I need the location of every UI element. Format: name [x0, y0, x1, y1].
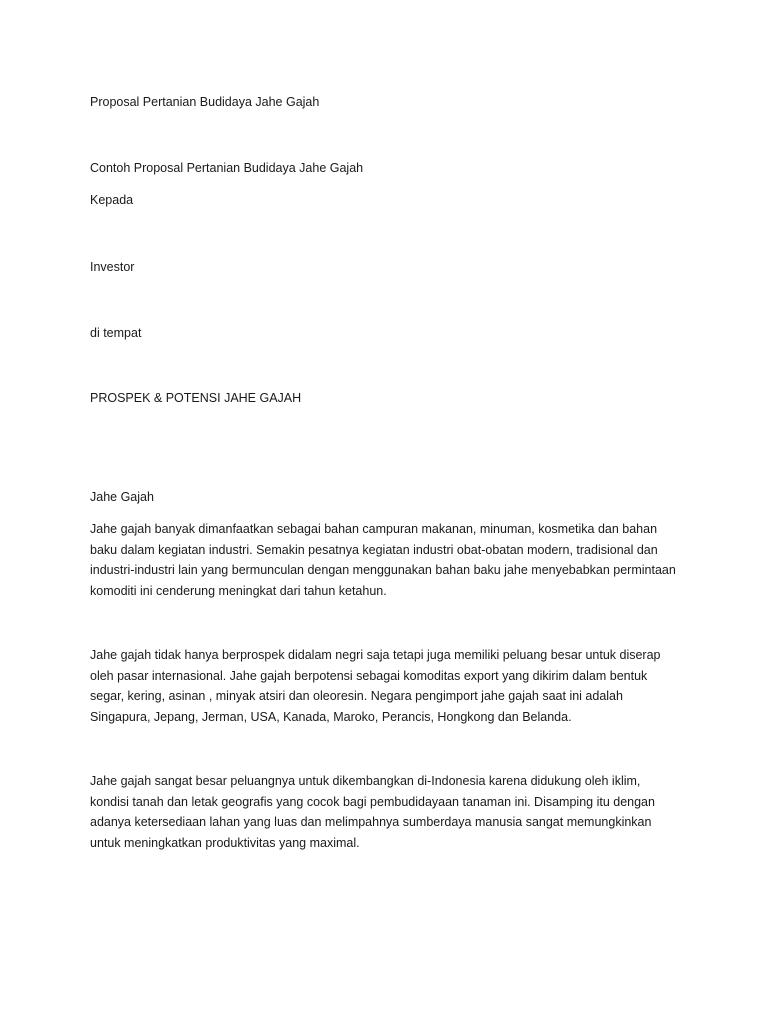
- location-line: di tempat: [90, 326, 142, 340]
- section-heading: PROSPEK & POTENSI JAHE GAJAH: [90, 391, 302, 405]
- recipient: Investor: [90, 260, 135, 274]
- document-title: Proposal Pertanian Budidaya Jahe Gajah: [90, 95, 320, 109]
- salutation: Kepada: [90, 193, 134, 207]
- body-paragraph-2: Jahe gajah tidak hanya berprospek didalam negri saja tetapi juga memiliki peluang besar untuk diserap oleh pasar internasional. Jahe gajah berpotensi sebagai komoditas export yang dikirim dalam bentuk segar, kering, asinan , minyak atsiri dan oleoresin. Negara pengimport jahe gajah saat ini adalah Singapura, Jepang, Jerman, USA, Kanada, Maroko, Perancis, Hongkong dan Belanda.: [90, 648, 661, 724]
- document-subtitle: Contoh Proposal Pertanian Budidaya Jahe Gajah: [90, 161, 364, 175]
- body-paragraph-3: Jahe gajah sangat besar peluangnya untuk dikembangkan di-Indonesia karena didukung oleh iklim, kondisi tanah dan letak geografis yang cocok bagi pembudidayaan tanaman ini. Disamping itu dengan adanya ketersediaan lahan yang luas dan melimpahnya sumberdaya manusia sangat memungkinkan untuk meningkatkan produktivitas yang maximal.: [90, 774, 655, 850]
- subheading: Jahe Gajah: [90, 490, 154, 504]
- body-paragraph-1: Jahe gajah banyak dimanfaatkan sebagai bahan campuran makanan, minuman, kosmetika dan bahan baku dalam kegiatan industri. Semakin pesatnya kegiatan industri obat-obatan modern, tradisional dan industri-industri lain yang bermunculan dengan menggunakan bahan baku jahe menyebabkan permintaan komoditi ini cenderung meningkat dari tahun ketahun.: [90, 522, 676, 598]
